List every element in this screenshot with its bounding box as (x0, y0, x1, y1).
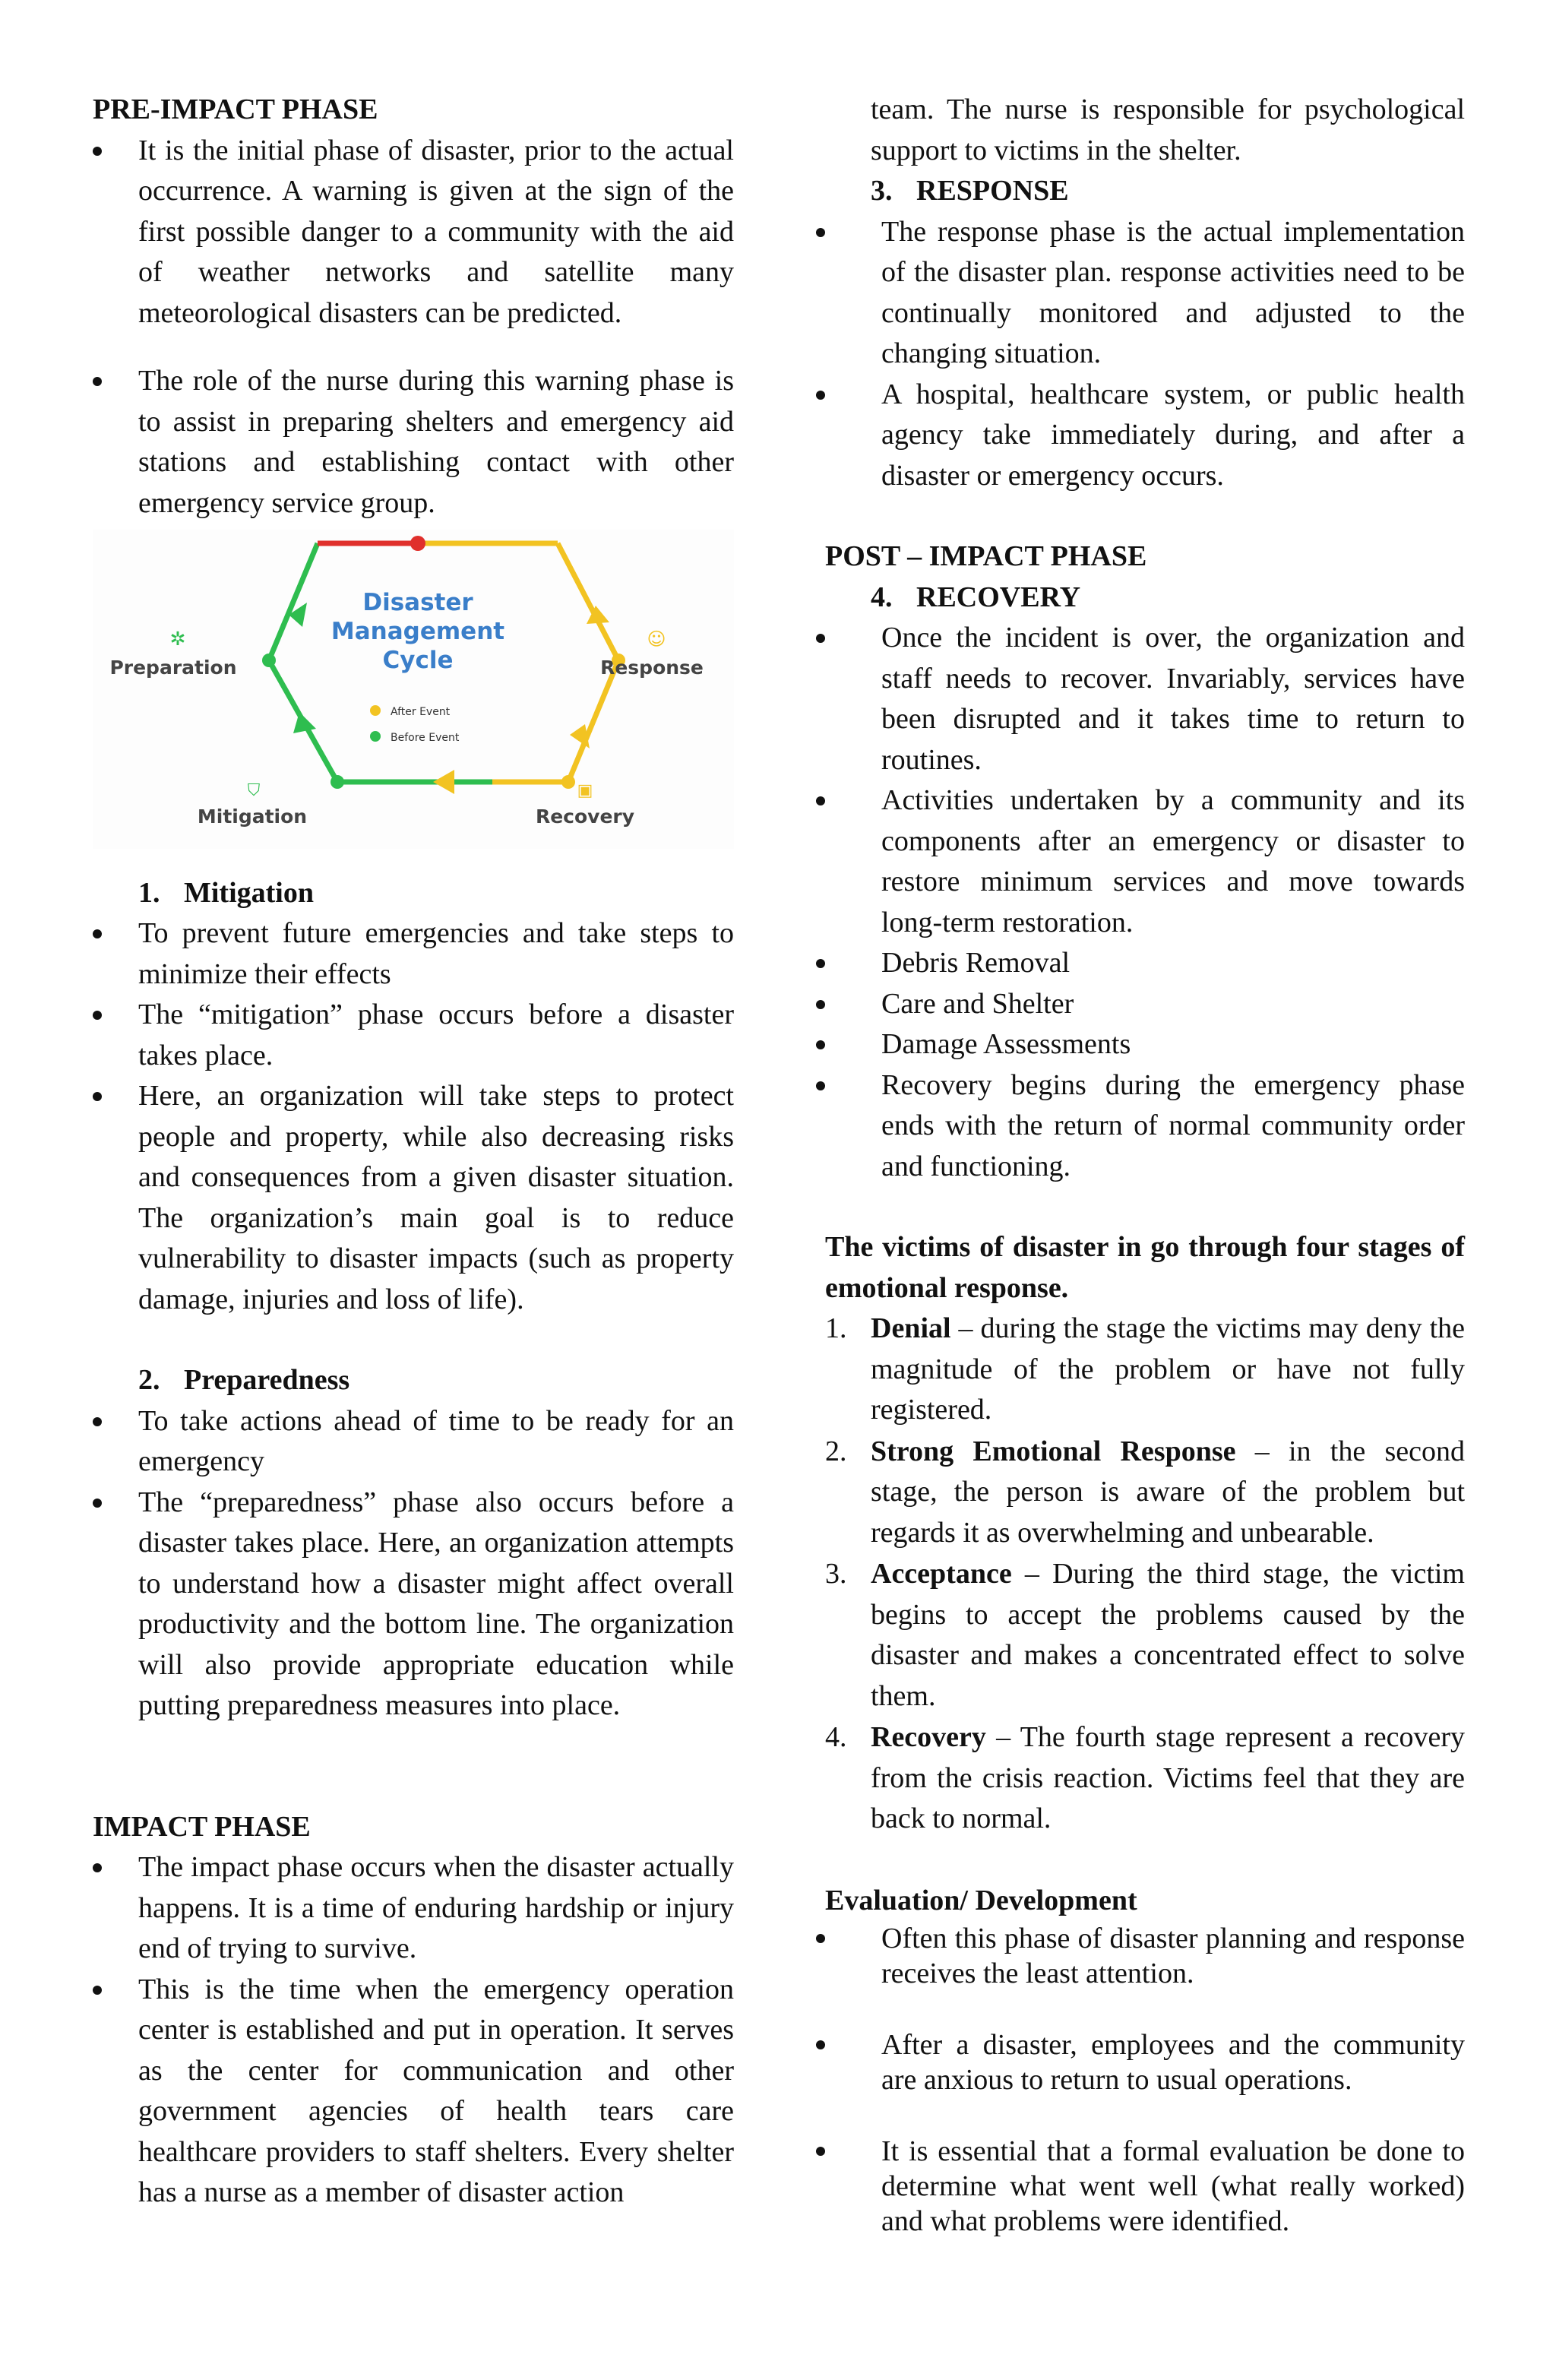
left-column (93, 90, 734, 2214)
cycle-node (410, 536, 425, 551)
cycle-title-line2: Management (330, 618, 505, 645)
list-item: 3. Acceptance – During the third stage, the victim begins to accept the problems caused by the disaster and makes a concentrated effect to solve them. (825, 1558, 1465, 1712)
list-item: The role of the nurse during this warning phase is to assist in preparing shelters and emergency aid stations and establishing contact with other emergency service group. (93, 361, 734, 524)
impact-list (93, 1847, 734, 2214)
list-item: 1. Denial – during the stage the victims may deny the magnitude of the problem or have not fully registered. (825, 1312, 1465, 1426)
evaluation-heading: Evaluation/ Development (825, 1884, 1137, 1916)
list-item: Debris Removal (825, 943, 1465, 984)
list-item: Damage Assessments (825, 1024, 1465, 1065)
list-item: A hospital, healthcare system, or public health agency take immediately during, and after a disaster or emergency occurs. (825, 375, 1465, 497)
list-item: Activities undertaken by a community and its components after an emergency or disaster to restore minimum services and move towards long-term restoration. (825, 780, 1465, 943)
label-recovery: Recovery (535, 805, 635, 828)
disaster-management-cycle-diagram (93, 530, 734, 849)
recovery-list (825, 618, 1465, 1187)
recovery-heading: 4. RECOVERY (871, 581, 1081, 613)
impact-heading: IMPACT PHASE (93, 1810, 311, 1843)
list-item: To take actions ahead of time to be ready for an emergency (93, 1401, 734, 1483)
pre-impact-list-2 (93, 361, 734, 524)
list-item: It is the initial phase of disaster, prior to the actual occurrence. A warning is given at the sign of the first possible danger to a community with the aid of weather networks and satellite many meteorological disasters can be predicted. (93, 131, 734, 334)
response-heading: 3. RESPONSE (871, 175, 1069, 207)
list-item: After a disaster, employees and the community are anxious to return to usual operations. (825, 2027, 1465, 2097)
cycle-node (561, 775, 575, 789)
legend-before-label: Before Event (391, 732, 460, 744)
pre-impact-heading: PRE-IMPACT PHASE (93, 93, 378, 125)
legend-after-dot (370, 705, 381, 716)
impact-continuation: team. The nurse is responsible for psychological support to victims in the shelter. (871, 93, 1465, 166)
emotional-stages-list (825, 1309, 1465, 1840)
list-item: The “mitigation” phase occurs before a disaster takes place. (93, 995, 734, 1076)
response-icon: ☺ (647, 628, 666, 650)
evaluation-list (825, 1921, 1465, 2239)
response-list (825, 212, 1465, 497)
preparedness-list (93, 1401, 734, 1726)
label-response: Response (600, 657, 704, 679)
recovery-icon: ▣ (577, 781, 593, 800)
list-item: Once the incident is over, the organization and staff needs to recover. Invariably, services have been disrupted and it takes time to return to routines. (825, 618, 1465, 780)
cycle-title-line1: Disaster (362, 589, 473, 616)
list-item: Recovery begins during the emergency phase ends with the return of normal community order and functioning. (825, 1065, 1465, 1188)
mitigation-list (93, 913, 734, 1320)
list-item: Here, an organization will take steps to protect people and property, while also decreasing risks and consequences from a given disaster situation. The organization’s main goal is to reduce vulnerability to disaster impacts (such as property damage, injuries and loss of life). (93, 1076, 734, 1320)
cycle-title-line3: Cycle (382, 647, 454, 674)
list-item: 4. Recovery – The fourth stage represent a recovery from the crisis reaction. Victims feel that they are back to normal. (825, 1721, 1465, 1834)
legend-before-dot (370, 731, 381, 742)
label-preparation: Preparation (109, 657, 237, 679)
mitigation-shield-icon: ⛉ (247, 781, 261, 800)
list-item: Often this phase of disaster planning and response receives the least attention. (825, 1921, 1465, 1991)
pre-impact-list (93, 131, 734, 334)
post-impact-heading: POST – IMPACT PHASE (825, 540, 1147, 572)
mitigation-heading: 1. Mitigation (138, 876, 314, 909)
list-item: The impact phase occurs when the disaster actually happens. It is a time of enduring hardship or injury end of trying to survive. (93, 1847, 734, 1970)
cycle-node (330, 775, 344, 789)
label-mitigation: Mitigation (197, 805, 308, 828)
list-item: Care and Shelter (825, 984, 1465, 1025)
emotional-response-heading: The victims of disaster in go through four stages of emotional response. (825, 1231, 1465, 1304)
list-item: The response phase is the actual implementation of the disaster plan. response activities need to be continually monitored and adjusted to the changing situation. (825, 212, 1465, 375)
list-item: It is essential that a formal evaluation be done to determine what went well (what really worked) and what problems were identified. (825, 2134, 1465, 2239)
list-item: This is the time when the emergency operation center is established and put in operation. It serves as the center for communication and other government agencies of health tears care healthcare providers to staff shelters. Every shelter has a nurse as a member of disaster action (93, 1970, 734, 2214)
legend-after-label: After Event (391, 706, 451, 718)
list-item: The “preparedness” phase also occurs before a disaster takes place. Here, an organization attempts to understand how a disaster might affect overall productivity and the bottom line. The organization will also provide appropriate education while putting preparedness measures into place. (93, 1483, 734, 1726)
diagram-background (93, 530, 734, 849)
preparedness-heading: 2. Preparedness (138, 1364, 350, 1396)
preparation-icon: ✲ (169, 628, 186, 650)
cycle-node (262, 654, 276, 667)
right-column (825, 90, 1465, 2275)
list-item: To prevent future emergencies and take steps to minimize their effects (93, 913, 734, 995)
list-item: 2. Strong Emotional Response – in the second stage, the person is aware of the problem but regards it as overwhelming and unbearable. (825, 1435, 1465, 1549)
